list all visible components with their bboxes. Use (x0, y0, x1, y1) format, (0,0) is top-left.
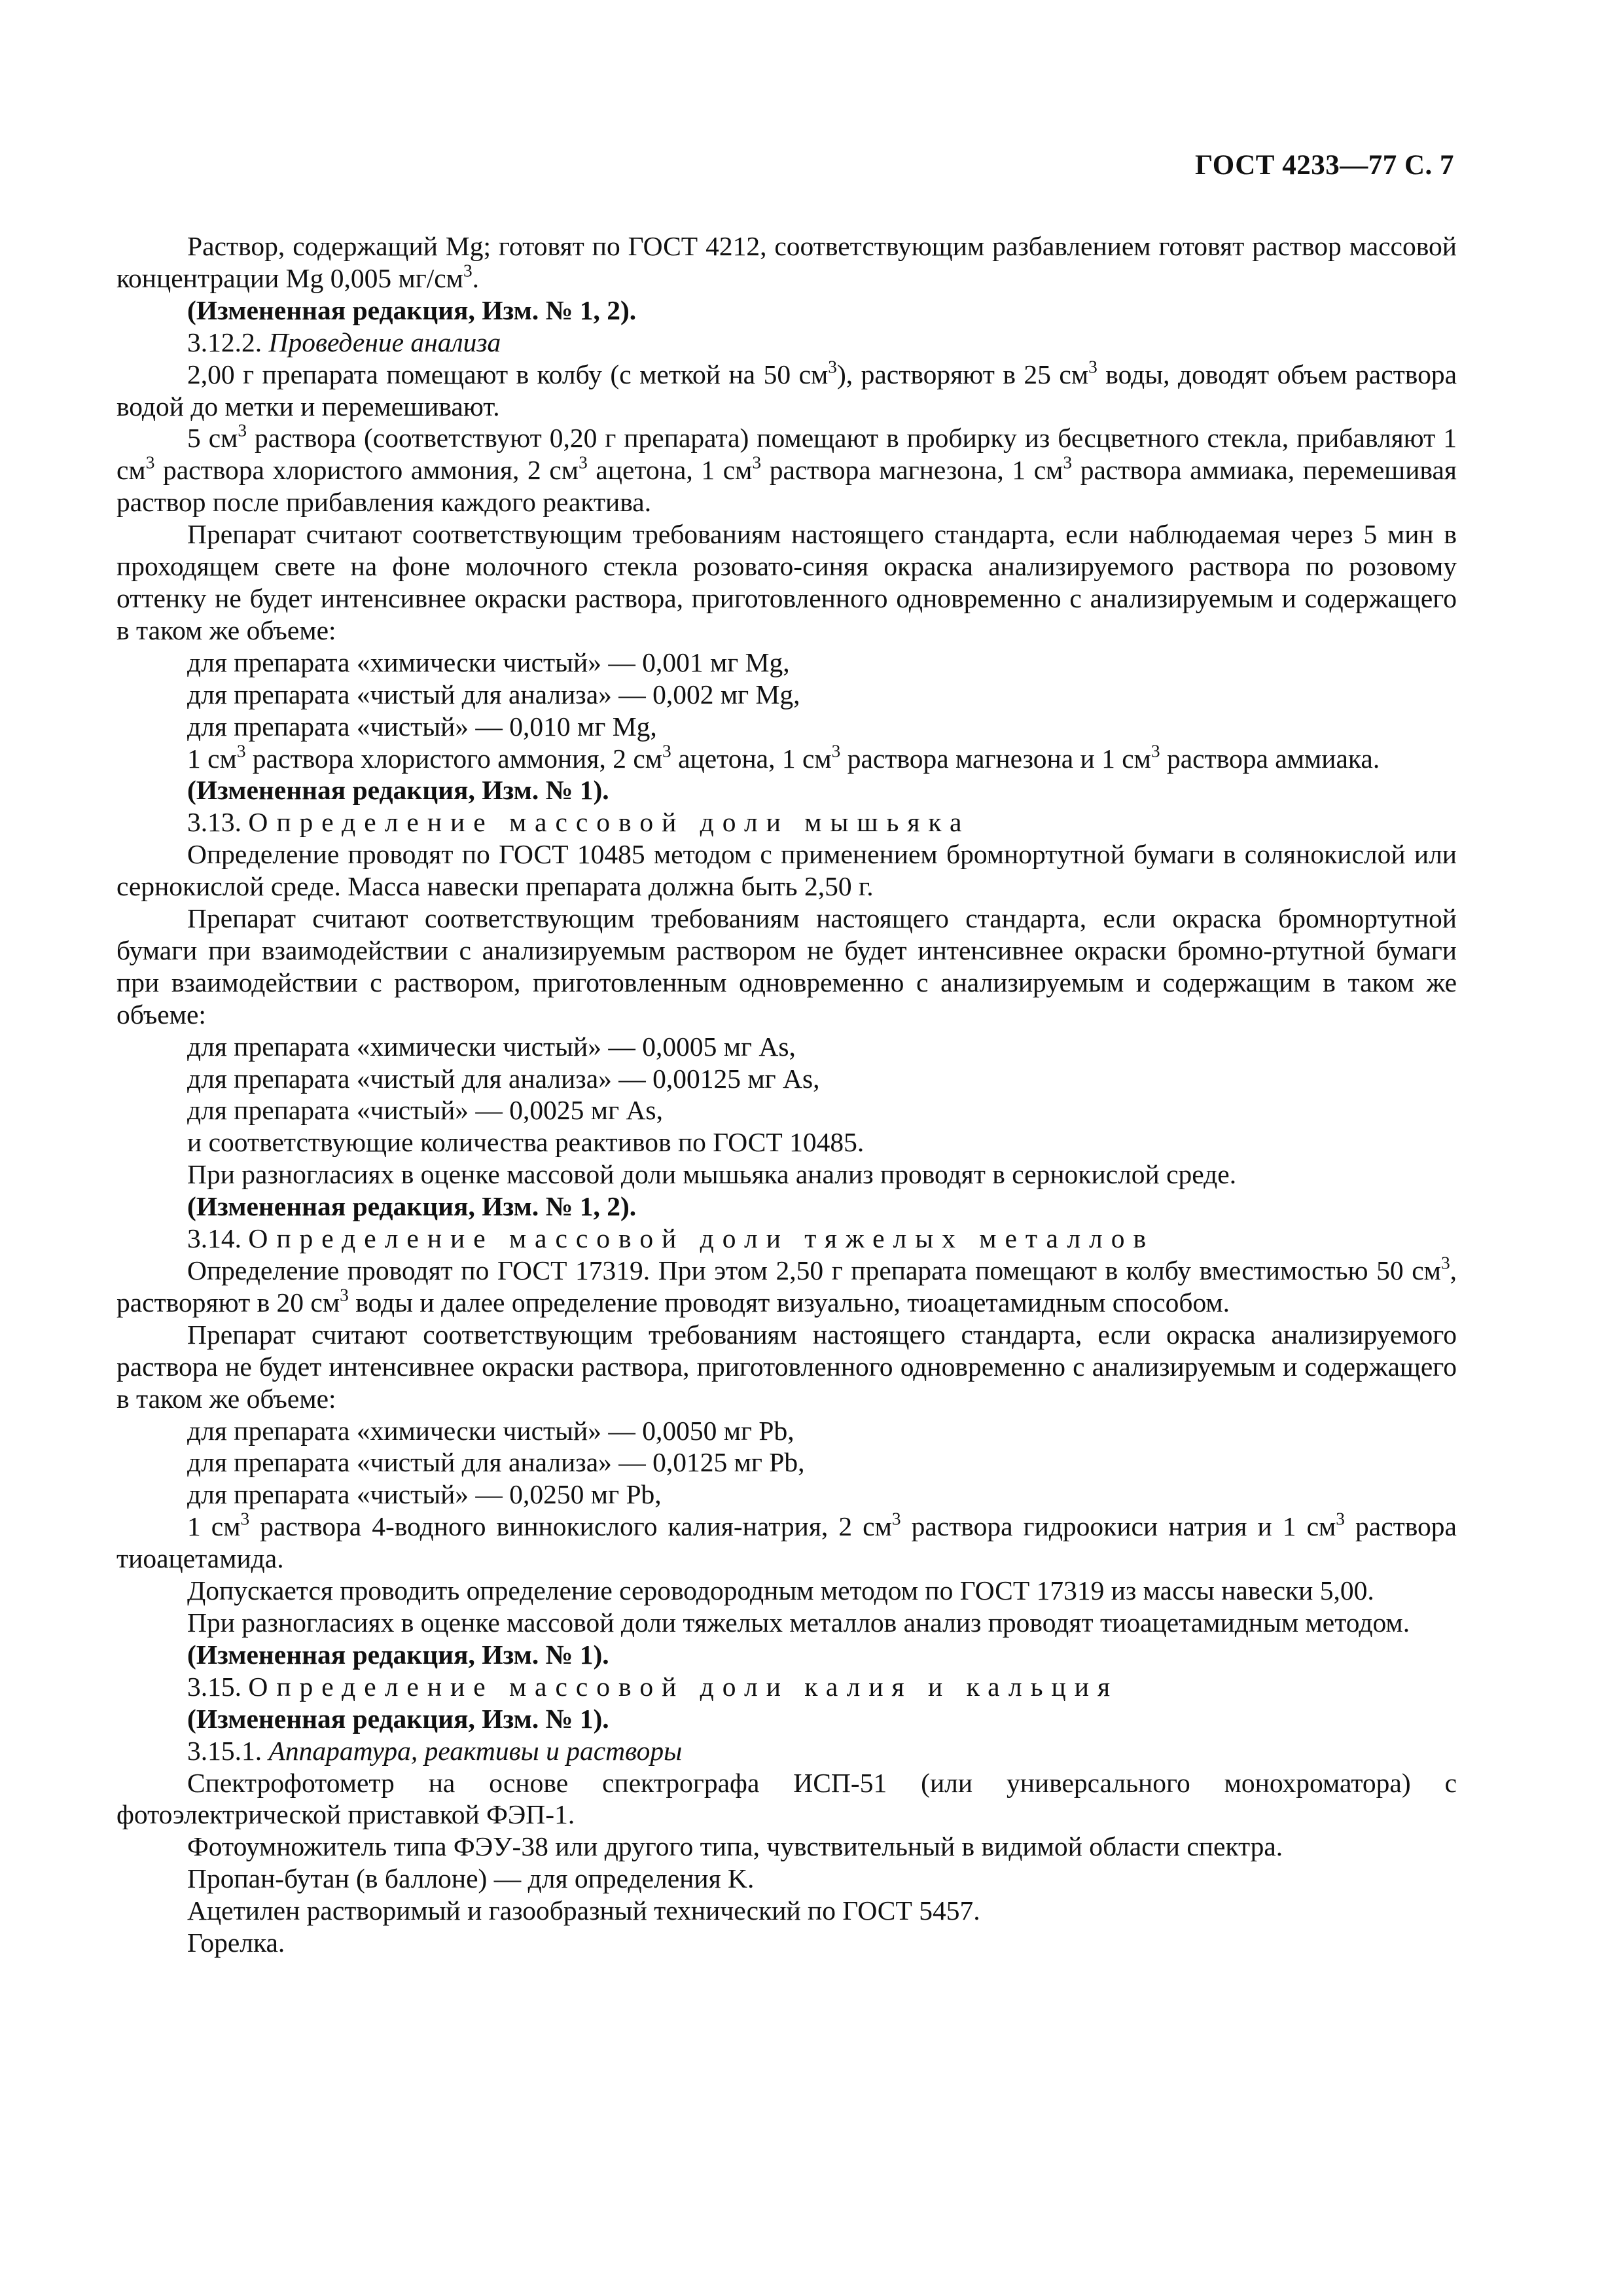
section-heading (116, 1735, 1457, 1767)
body-paragraph: Раствор, содержащий Mg; готовят по ГОСТ 4212, соответствующим разбавлением готовят раствор массовой концентрации Mg 0,005 $мг/см^3$. (116, 231, 1457, 293)
list-line: для препарата «чистый» — 0,0025 мг As, (187, 1095, 663, 1126)
section-number: 3.15.1. (187, 1735, 269, 1766)
page-header: ГОСТ 4233—77 С. 7 (1194, 150, 1454, 181)
body-paragraph: При разногласиях в оценке массовой доли тяжелых металлов анализ проводят тиоацетамидным методом. (187, 1607, 1410, 1638)
body-paragraph: 2,00 г препарата помещают в колбу (с меткой на 50 $см^3$), растворяют в 25 $см^3$ воды, доводят объем раствора водой до метки и перемешивают. (116, 357, 1457, 422)
section-number: 3.14. (187, 1223, 249, 1254)
section-number: 3.13. (187, 807, 249, 838)
list-line: для препарата «чистый для анализа» — 0,002 мг Mg, (187, 679, 800, 709)
body-paragraph: Препарат считают соответствующим требованиям настоящего стандарта, если окраска бромнортутной бумаги при взаимодействии с анализируемым раствором не будет интенсивнее окраски бромно-ртутной бумаги при взаимодействии с раствором, приготовленным одновременно с анализируемым и содержащим в таком же объеме: (116, 903, 1457, 1030)
list-line: Горелка. (187, 1928, 285, 1958)
body-paragraph: Определение проводят по ГОСТ 10485 методом с применением бромнортутной бумаги в солянокислой или сернокислой среде. Масса навески препарата должна быть 2,50 г. (116, 839, 1457, 902)
section-title: Определение массовой доли калия и кальция (248, 1671, 1119, 1702)
amendment-note: (Измененная редакция, Изм. № 1, 2). (187, 1191, 637, 1222)
list-line: и соответствующие количества реактивов по ГОСТ 10485. (187, 1127, 865, 1158)
body-paragraph: Препарат считают соответствующим требованиям настоящего стандарта, если наблюдаемая через 5 мин в проходящем свете на фоне молочного стекла розовато-синяя окраска анализируемого раствора по розовому оттенку не будет интенсивнее окраски раствора, приготовленного одновременно с анализируемым и содержащего в таком же объеме: (116, 519, 1457, 645)
section-title: Аппаратура, реактивы и растворы (268, 1735, 683, 1766)
list-line: для препарата «химически чистый» — 0,0005 мг As, (187, 1031, 796, 1062)
amendment-note: (Измененная редакция, Изм. № 1, 2). (187, 295, 637, 325)
amendment-note: (Измененная редакция, Изм. № 1). (187, 1639, 609, 1670)
list-line: для препарата «химически чистый» — 0,001 мг Mg, (187, 647, 790, 677)
body-paragraph: 1 $см^3$ раствора 4-водного виннокислого калия-натрия, 2 $см^3$ раствора гидроокиси натрия и 1 $см^3$ раствора тиоацетамида. (116, 1509, 1457, 1574)
amendment-note: (Измененная редакция, Изм. № 1). (187, 1703, 609, 1734)
document-body (116, 230, 1457, 1959)
body-paragraph: 1 $см^3$ раствора хлористого аммония, 2 $см^3$ ацетона, 1 $см^3$ раствора магнезона и 1 $см^3$ раствора аммиака. (187, 741, 1380, 774)
body-paragraph: Допускается проводить определение сероводородным методом по ГОСТ 17319 из массы навески 5,00. (187, 1575, 1374, 1606)
list-line: Ацетилен растворимый и газообразный технический по ГОСТ 5457. (187, 1895, 980, 1926)
section-title: Определение массовой доли тяжелых металлов (248, 1223, 1155, 1254)
body-paragraph: Препарат считают соответствующим требованиям настоящего стандарта, если окраска анализируемого раствора не будет интенсивнее окраски раствора, приготовленного одновременно с анализируемым и содержащего в таком же объеме: (116, 1319, 1457, 1414)
section-heading (116, 806, 1457, 838)
list-line: для препарата «чистый» — 0,0250 мг Pb, (187, 1479, 662, 1510)
body-paragraph: Определение проводят по ГОСТ 17319. При этом 2,50 г препарата помещают в колбу вместимостью 50 $см^3$, растворяют в 20 $см^3$ воды и далее определение проводят визуально, тиоацетамидным способом. (116, 1253, 1457, 1318)
body-paragraph: 5 $см^3$ раствора (соответствуют 0,20 г препарата) помещают в пробирку из бесцветного стекла, прибавляют 1 $см^3$ раствора хлористого аммония, 2 $см^3$ ацетона, 1 $см^3$ раствора магнезона, 1 $см^3$ раствора аммиака, перемешивая раствор после прибавления каждого реактива. (116, 421, 1457, 518)
list-line: Пропан-бутан (в баллоне) — для определения K. (187, 1863, 755, 1894)
section-number: 3.15. (187, 1671, 249, 1702)
amendment-note: (Измененная редакция, Изм. № 1). (187, 775, 609, 806)
section-heading (116, 1671, 1457, 1703)
list-line: При разногласиях в оценке массовой доли мышьяка анализ проводят в сернокислой среде. (187, 1159, 1237, 1190)
list-line: для препарата «химически чистый» — 0,0050 мг Pb, (187, 1415, 794, 1446)
list-line: для препарата «чистый» — 0,010 мг Mg, (187, 711, 657, 742)
section-heading (116, 1223, 1457, 1255)
list-line: для препарата «чистый для анализа» — 0,0125 мг Pb, (187, 1447, 805, 1478)
section-heading (116, 327, 1457, 359)
list-line: Фотоумножитель типа ФЭУ-38 или другого типа, чувствительный в видимой области спектра. (187, 1831, 1283, 1862)
section-number: 3.12.2. (187, 327, 269, 357)
list-line: для препарата «чистый для анализа» — 0,00125 мг As, (187, 1063, 820, 1094)
section-title: Определение массовой доли мышьяка (248, 807, 971, 838)
body-paragraph: Спектрофотометр на основе спектрографа ИСП-51 (или универсального монохроматора) с фотоэлектрической приставкой ФЭП-1. (116, 1767, 1457, 1830)
section-title: Проведение анализа (268, 327, 501, 357)
